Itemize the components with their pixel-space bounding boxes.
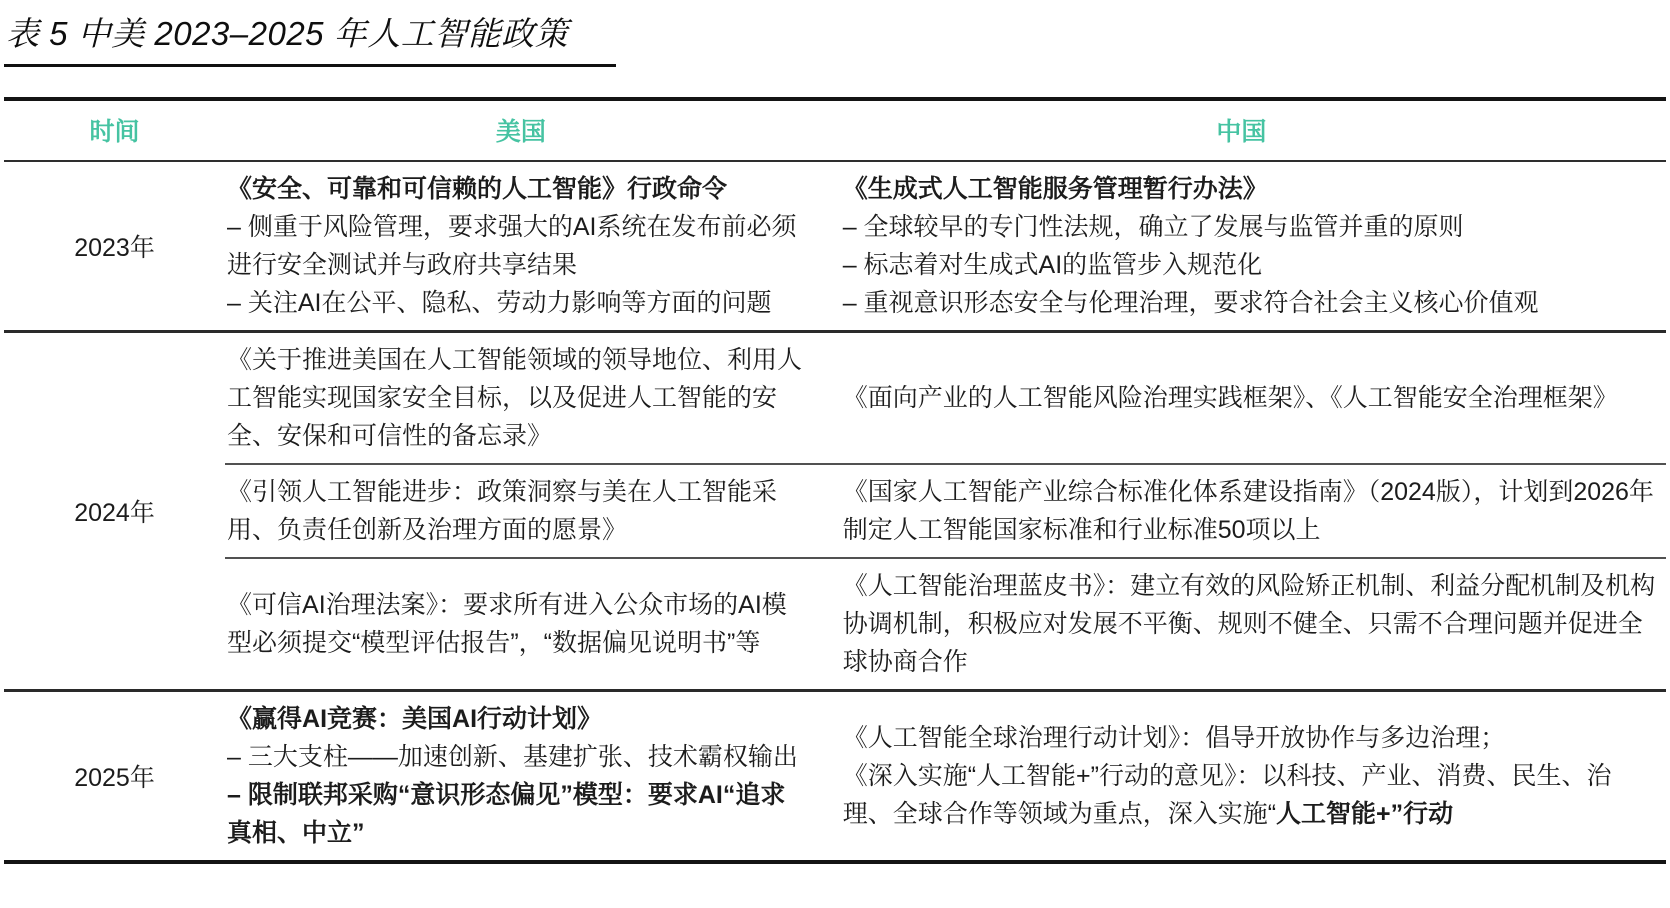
china-policy-cell-2025 <box>817 691 1666 863</box>
china-policy-cell-2024a <box>817 332 1666 465</box>
policy-point: – 限制联邦采购“意识形态偏见”模型：要求AI“追求真相、中立” <box>227 781 786 847</box>
china-policy-cell-2024c <box>817 558 1666 691</box>
year-cell-2025: 2025年 <box>4 691 225 863</box>
header-us: 美国 <box>225 99 817 161</box>
table-row <box>4 691 1666 863</box>
table-row <box>4 161 1666 332</box>
table-row <box>4 558 1666 691</box>
header-china: 中国 <box>817 99 1666 161</box>
us-policy-cell-2024b <box>225 464 817 558</box>
china-policy-cell-2023 <box>817 161 1666 332</box>
year-group-2024 <box>4 332 1666 691</box>
policy-point: – 关注AI在公平、隐私、劳动力影响等方面的问题 <box>227 289 772 317</box>
policy-point: 《国家人工智能产业综合标准化体系建设指南》（2024版），计划到2026年制定人工智能国家标准和行业标准50项以上 <box>842 478 1654 544</box>
header-row <box>4 99 1666 161</box>
policy-point: 《引领人工智能进步：政策洞察与美在人工智能采用、负责任创新及治理方面的愿景》 <box>227 478 778 544</box>
us-policy-cell-2024a <box>225 332 817 465</box>
policy-point: 《关于推进美国在人工智能领域的领导地位、利用人工智能实现国家安全目标，以及促进人工智能的安全、安保和可信性的备忘录》 <box>227 346 803 450</box>
policy-title: 《安全、可靠和可信赖的人工智能》行政命令 <box>227 175 728 203</box>
year-cell-2024: 2024年 <box>4 332 225 691</box>
header-time: 时间 <box>4 99 225 161</box>
policy-title: 《赢得AI竞赛：美国AI行动计划》 <box>227 705 603 733</box>
policy-point: – 重视意识形态安全与伦理治理，要求符合社会主义核心价值观 <box>842 289 1539 317</box>
us-policy-cell-2025 <box>225 691 817 863</box>
policy-point-emphasis: 人工智能+”行动 <box>1276 800 1454 828</box>
policy-point: – 三大支柱——加速创新、基建扩张、技术霸权输出 <box>227 743 798 771</box>
policy-point: – 全球较早的专门性法规，确立了发展与监管并重的原则 <box>842 213 1464 241</box>
policy-title: 《生成式人工智能服务管理暂行办法》 <box>842 175 1268 203</box>
year-group-2025 <box>4 691 1666 863</box>
policy-point: 《人工智能全球治理行动计划》：倡导开放协作与多边治理； <box>842 724 1506 752</box>
policy-point-text: 《深入实施“人工智能+”行动的意见》：以科技、产业、消费、民生、治理、全球合作等领域为重点，深入实施“ <box>842 762 1612 828</box>
table-row <box>4 464 1666 558</box>
year-cell-2023: 2023年 <box>74 234 155 262</box>
policy-point <box>843 757 1658 833</box>
year-group-2023 <box>4 161 1666 332</box>
policy-point: – 标志着对生成式AI的监管步入规范化 <box>842 251 1263 279</box>
page-title: 表 5 中美 2023–2025 年人工智能政策 <box>4 6 616 67</box>
us-policy-cell-2024c <box>225 558 817 691</box>
policy-point: 《可信AI治理法案》：要求所有进入公众市场的AI模型必须提交“模型评估报告”，“数据偏见说明书”等 <box>227 591 787 657</box>
policy-table <box>4 97 1666 864</box>
policy-point: – 侧重于风险管理，要求强大的AI系统在发布前必须进行安全测试并与政府共享结果 <box>227 213 797 279</box>
policy-point: 《人工智能治理蓝皮书》：建立有效的风险矫正机制、利益分配机制及机构协调机制，积极应对发展不平衡、规则不健全、只需不合理问题并促进全球协商合作 <box>842 572 1656 676</box>
table-row <box>4 332 1666 465</box>
us-policy-cell-2023 <box>225 161 817 332</box>
policy-point: 《面向产业的人工智能风险治理实践框架》、《人工智能安全治理框架》 <box>842 384 1618 412</box>
china-policy-cell-2024b <box>817 464 1666 558</box>
